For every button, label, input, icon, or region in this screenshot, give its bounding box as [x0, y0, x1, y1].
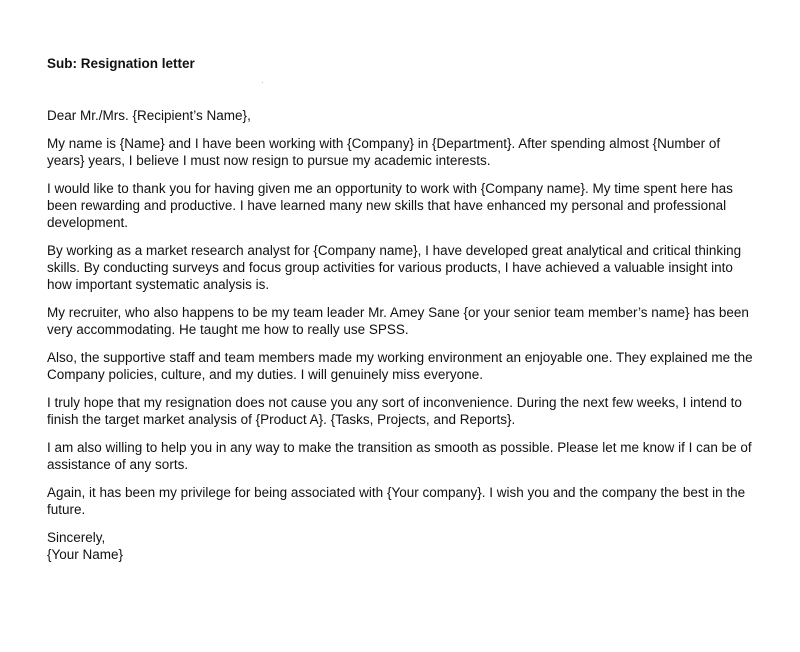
letter-greeting: Dear Mr./Mrs. {Recipient’s Name}, — [47, 108, 251, 123]
letter-signature: {Your Name} — [47, 547, 124, 562]
paragraph-recruiter: My recruiter, who also happens to be my team leader Mr. Amey Sane {or your senior team member’s name} has been very accommodating. He taught me how to really use SPSS. — [47, 305, 749, 337]
paragraph-team: Also, the supportive staff and team members made my working environment an enjoyable one. They explained me the Company policies, culture, and my duties. I will genuinely miss everyone. — [47, 350, 753, 382]
letter-body — [47, 107, 759, 563]
paragraph-introduction: My name is {Name} and I have been working with {Company} in {Department}. After spending almost {Number of years} years, I believe I must now resign to pursue my academic interests. — [47, 136, 721, 168]
letter-closing-block — [47, 529, 759, 563]
paragraph-transition-work: I truly hope that my resignation does not cause you any sort of inconvenience. During the next few weeks, I intend to finish the target market analysis of {Product A}. {Tasks, Projects, and Reports}. — [47, 395, 742, 427]
paragraph-skills: By working as a market research analyst for {Company name}, I have developed great analytical and critical thinking skills. By conducting surveys and focus group activities for various products, I have achieved a valuable insight into how important systematic analysis is. — [47, 243, 742, 292]
paragraph-gratitude: Again, it has been my privilege for being associated with {Your company}. I wish you and the company the best in the future. — [47, 485, 746, 517]
stray-mark — [262, 82, 263, 83]
letter-closing: Sincerely, — [47, 530, 106, 545]
letter-subject: Sub: Resignation letter — [47, 56, 195, 71]
paragraph-thanks: I would like to thank you for having given me an opportunity to work with {Company name}. My time spent here has been rewarding and productive. I have learned many new skills that have enhanced my personal and professional development. — [47, 181, 733, 230]
paragraph-assistance: I am also willing to help you in any way to make the transition as smooth as possible. Please let me know if I can be of assistance of any sorts. — [47, 440, 752, 472]
